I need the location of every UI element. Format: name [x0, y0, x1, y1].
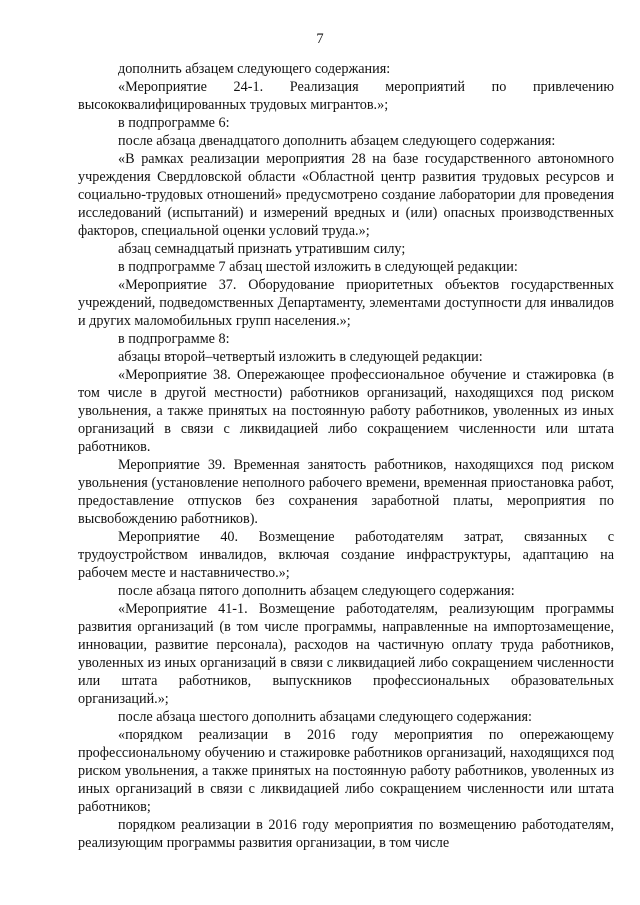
paragraph: после абзаца шестого дополнить абзацами следующего содержания: [118, 709, 532, 725]
paragraph: «Мероприятие 37. Оборудование приоритетных объектов государственных учреждений, подведомственных Департаменту, элементами доступности для инвалидов и других маломобильных групп населения.»; [78, 277, 614, 329]
paragraph: после абзаца пятого дополнить абзацем следующего содержания: [118, 583, 515, 599]
paragraph: в подпрограмме 8: [118, 331, 230, 347]
paragraph: Мероприятие 40. Возмещение работодателям затрат, связанных с трудоустройством инвалидов, включая создание инфраструктуры, адаптацию на рабочем месте и наставничество.»; [78, 529, 614, 581]
paragraph: абзацы второй–четвертый изложить в следующей редакции: [118, 349, 483, 365]
paragraph: «Мероприятие 41-1. Возмещение работодателям, реализующим программы развития организаций (в том числе программы, направленные на импортозамещение, инновации, развитие персонала), расходов на частичную оплату труда работников, уволенных из иных организаций в связи с ликвидацией либо сокращением численности или штата работников, выпускников профессиональных образовательных организаций.»; [78, 601, 614, 707]
paragraph: абзац семнадцатый признать утратившим силу; [118, 241, 406, 257]
page-number: 7 [316, 31, 324, 47]
document-body [78, 60, 614, 852]
paragraph: Мероприятие 39. Временная занятость работников, находящихся под риском увольнения (установление неполного рабочего времени, временная приостановка работ, предоставление отпусков без сохранения заработной платы, мероприятия по высвобождению работников). [78, 457, 614, 527]
paragraph: «Мероприятие 38. Опережающее профессиональное обучение и стажировка (в том числе в другой местности) работников организаций, находящихся под риском увольнения, а также принятых на постоянную работу работников, уволенных из иных организаций в связи с ликвидацией либо сокращением численности или штата работников. [78, 367, 614, 455]
paragraph: дополнить абзацем следующего содержания: [118, 61, 391, 77]
paragraph: в подпрограмме 6: [118, 115, 230, 131]
paragraph: «Мероприятие 24-1. Реализация мероприятий по привлечению высококвалифицированных трудовых мигрантов.»; [78, 79, 614, 113]
paragraph: «порядком реализации в 2016 году мероприятия по опережающему профессиональному обучению и стажировке работников организаций, находящихся под риском увольнения, а также принятых на постоянную работу работников, уволенных из иных организаций в связи с ликвидацией либо сокращением численности или штата работников; [78, 727, 614, 815]
paragraph: «В рамках реализации мероприятия 28 на базе государственного автономного учреждения Свердловской области «Областной центр развития трудовых ресурсов и социально-трудовых отношений» предусмотрено создание лаборатории для проведения исследований (испытаний) и измерений вредных и (или) опасных производственных факторов, специальной оценки условий труда.»; [78, 151, 614, 239]
paragraph: в подпрограмме 7 абзац шестой изложить в следующей редакции: [118, 259, 518, 275]
paragraph: порядком реализации в 2016 году мероприятия по возмещению работодателям, реализующим программы развития организации, в том числе [78, 817, 614, 851]
paragraph: после абзаца двенадцатого дополнить абзацем следующего содержания: [118, 133, 556, 149]
